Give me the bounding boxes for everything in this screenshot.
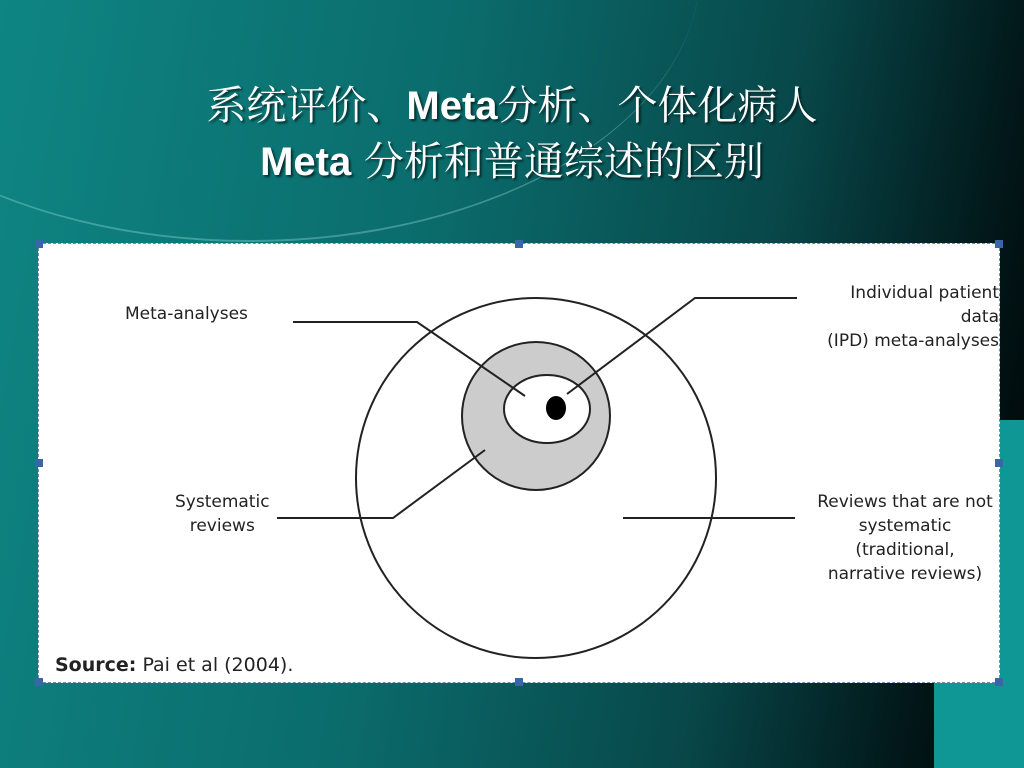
label-systematic-line-2: reviews bbox=[189, 516, 255, 536]
label-systematic-line-1: Systematic bbox=[175, 492, 270, 512]
label-ipd-line-2: (IPD) meta-analyses bbox=[827, 331, 999, 351]
review-types-diagram[interactable] bbox=[38, 243, 1000, 683]
label-ipd-meta-analyses bbox=[815, 281, 999, 353]
source-text: Pai et al (2004). bbox=[142, 654, 294, 676]
source-label: Source: bbox=[55, 654, 137, 676]
ipd-dot bbox=[546, 396, 566, 420]
title-line-2 bbox=[0, 134, 1024, 190]
slide-title bbox=[0, 78, 1024, 190]
label-meta-analyses: Meta-analyses bbox=[125, 304, 248, 324]
title-line-1-part-a: 系统评价、 bbox=[206, 83, 407, 129]
label-narrative-line-3: narrative reviews) bbox=[827, 564, 983, 584]
label-narrative-line-2: systematic (traditional, bbox=[855, 516, 955, 560]
title-line-2-part-b: 分析和普通综述的区别 bbox=[351, 139, 764, 185]
label-systematic-reviews bbox=[175, 490, 270, 538]
title-line-1 bbox=[0, 78, 1024, 134]
label-ipd-line-1: Individual patient data bbox=[850, 283, 999, 327]
title-line-1-part-c: 分析、个体化病人 bbox=[497, 83, 818, 129]
title-line-1-part-b: Meta bbox=[406, 84, 498, 128]
label-narrative-line-1: Reviews that are not bbox=[817, 492, 993, 512]
label-narrative-reviews bbox=[811, 490, 999, 586]
source-citation bbox=[55, 654, 293, 676]
title-line-2-part-a: Meta bbox=[260, 140, 352, 184]
